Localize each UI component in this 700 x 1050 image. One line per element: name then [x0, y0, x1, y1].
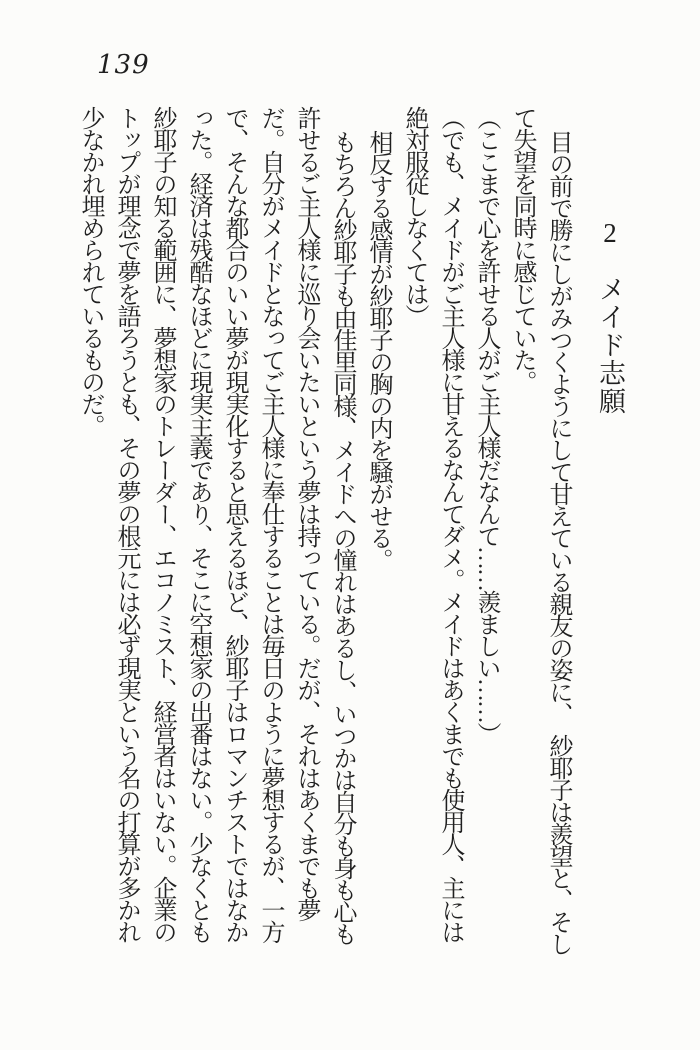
paragraph: （でも、メイドがご主人様に甘えるなんてダメ。メイドはあくまでも使用人、主には絶対服従しなくては）	[401, 106, 463, 942]
paragraph: （ここまで心を許せる人がご主人様だなんて……羨ましい……）	[473, 106, 499, 744]
chapter-number: 2	[595, 218, 625, 249]
page-number: 139	[97, 50, 150, 80]
page-content	[72, 106, 630, 954]
paragraph: 目の前で勝にしがみつくようにして甘えている親友の姿に、 紗耶子は羨望と、そして失望を同時に感じていた。	[509, 106, 571, 954]
paragraph: 相反する感情が紗耶子の胸の内を騒がせる。	[365, 130, 391, 570]
chapter-heading	[590, 106, 630, 954]
paragraph: もちろん紗耶子も由佳里同様、メイドへの憧れはあるし、いつかは自分も身も心も許せるご主人様に巡り会いたいという夢は持っている。だが、それはあくまでも夢だ。自分がメイドとなってご主人様に奉仕することは毎日のように夢想するが、一方で、そんな都合のいい夢が現実化すると思えるほど、紗耶子はロマンチストではなかった。経済は残酷なほどに現実主義であり、そこに空想家の出番はない。少なくとも紗耶子の知る範囲に、夢想家のトレーダー、エコノミスト、経営者はいない。企業のトップが理念で夢を語ろうとも、その夢の根元には必ず現実という名の打算が多かれ少なかれ埋められているものだ。	[77, 106, 355, 944]
chapter-title: メイド志願	[595, 275, 625, 415]
